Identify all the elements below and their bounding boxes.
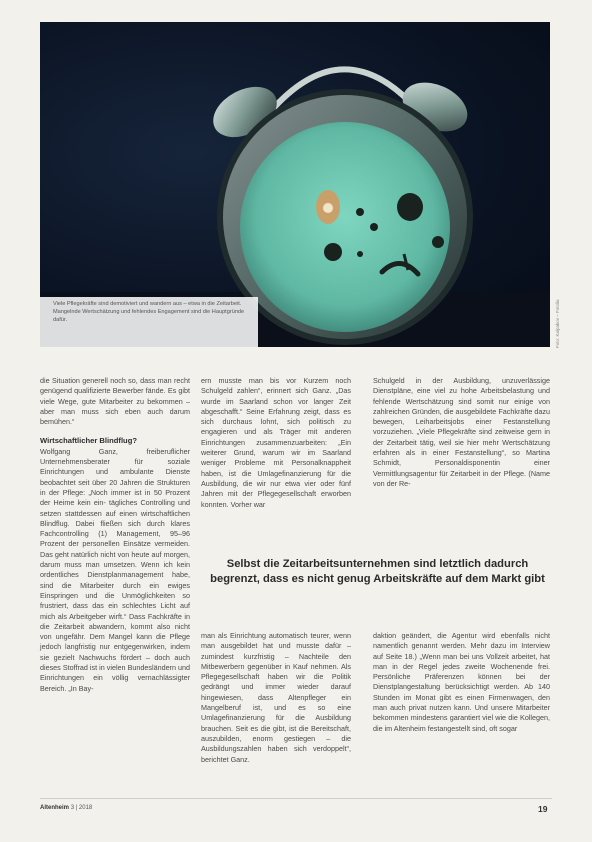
- col2-bottom-paragraph: man als Einrichtung automatisch teurer, wenn man ausgebildet hat und musste dafür – zumindest kurzfristig – Nachteile den Mitbewerbern gegenüber in Kauf nehmen. Als Pflegegesellschaft haben wir die Politik gedrängt und immer wieder darauf hingewiesen, dass Altenpfleger ein Mangelberuf ist, und es so eine Umlagefinanzierung für die Ausbildung brauchen. Seit es die gibt, ist die Bereitschaft, auszubilden, enorm gestiegen – die Ausbildungszahlen haben sich verdoppelt“, berichtet Ganz.: [201, 631, 351, 764]
- column-1: [40, 376, 190, 694]
- footer-divider: [40, 798, 552, 799]
- col1-body-paragraph: Wolfgang Ganz, freiberuflicher Unternehmensberater für soziale Einrichtungen und ambulante Dienste beobachtet seit über 20 Jahren die Strukturen in der Pflege: „Noch immer ist in 50 Prozent der Heime kein ein- tägliches Controlling und setzen stattdessen auf einen wirtschaftlichen Blindflug. Dabei fließen sich durch klares Fachcontrolling (1) Management, 95–96 Prozent der personellen Einsätze vermeiden. Das geht natürlich nicht von heute auf morgen, darum muss man umsetzen. Wenn ich kein ordentliches Dienstplanmanagement habe, sind die Mitarbeiter durch ein ewiges Einspringen und die Unmöglichkeiten so frustriert, dass das ein schlechtes Licht auf mich als Arbeitgeber wirft.“ Dass Fachkräfte in die Zeitarbeit abwandern, kommt also nicht von ungefähr. Dem Mangel kann die Pflege jedoch langfristig nur entgegenwirken, indem sie gezielt Nachwuchs fördert – doch auch dieses Stoffrad ist in vielen Bundesländern und Einrichtungen ein völlig vernachlässigter Bereich. „In Bay-: [40, 446, 190, 693]
- column-2-top: [201, 376, 351, 510]
- column-3-top: [373, 376, 550, 489]
- col3-top-paragraph: Schulgeld in der Ausbildung, unzuverlässige Dienstpläne, eine viel zu hohe Arbeitsbelastung und fehlende Wertschätzung sind somit nur einige von zahlreichen Gründen, die ausgebildete Fachkräfte dazu bewegen, Leiharbeitsjobs einer Festanstellung vorzuziehen. „Viele Pflegekräfte sind zeitweise gern in der Zeitarbeit tätig, weil sie hier mehr Wertschätzung erfahren als in einer Festanstellung“, so Martina Schmidt, Personaldisponentin einer Vermittlungsagentur für Zeitarbeit in der Pflege. (Name von der Re-: [373, 376, 550, 488]
- clock-face: [240, 122, 450, 332]
- column-2-bottom: [201, 631, 351, 765]
- col2-top-paragraph: ern musste man bis vor Kurzem noch Schulgeld zahlen“, erinnert sich Ganz. „Das wurde im Saarland schon vor langer Zeit abgeschafft.“ Seine Erfahrung zeigt, dass es sich durchaus lohnt, sich politisch zu engagieren und als Träger mit anderen Einrichtungen zusammenzuarbeiten: „Ein weiterer Grund, warum wir im Saarland weniger Probleme mit Personalknappheit haben, ist die Umlagefinanzierung für die Ausbildung, die wir nur etwa vier oder fünf Jahren mit der Pflegegesellschaft erworben konnten. Vorher war: [201, 376, 351, 509]
- subheading-wirtschaftlicher-blindflug: Wirtschaftlicher Blindflug?: [40, 436, 137, 446]
- page-number: 19: [538, 804, 548, 814]
- pull-quote: Selbst die Zeitarbeitsunternehmen sind letztlich dadurch begrenzt, dass es nicht genug Arbeitskräfte auf dem Markt gibt: [210, 558, 545, 585]
- photo-caption: Viele Pflegekräfte sind demotiviert und wandern aus – etwa in die Zeitarbeit. Mangelnde Wertschätzung und fehlendes Engagement sind die Hauptgründe dafür.: [40, 297, 258, 347]
- footer-issue: 3 | 2018: [70, 805, 93, 811]
- col3-bottom-paragraph: daktion geändert, die Agentur wird ebenfalls nicht namentlich genannt werden. Mehr dazu im Interview auf Seite 18.) „Wenn man bei uns Vollzeit arbeitet, hat man in der Regel jedes zweite Wochenende frei. Persönliche Präferenzen können bei der Dienstplangestaltung berücksichtigt werden. Ab 140 Stunden im Monat gibt es einen Firmenwagen, den man auch privat nutzen kann. Und unsere Mitarbeiter bekommen mindestens garantiert viel wie die Kollegen, die im Altenheim festangestellt sind, oft sogar: [373, 631, 550, 733]
- photo-credit: Foto: Kalpakov – Fotolia: [555, 299, 560, 348]
- column-3-bottom: [373, 631, 550, 734]
- footer-magazine-name: Altenheim: [40, 805, 70, 811]
- hero-photo-alarm-clock: [40, 22, 550, 347]
- footer-publication: [40, 805, 92, 811]
- clock-right-eye: [397, 193, 423, 221]
- col1-intro-paragraph: die Situation generell noch so, dass man recht genügend qualifizierte Bewerber fände. Es gibt viele Wege, gute Mitarbeiter zu bekommen – aber man muss sich eben auch darum bemühen.“: [40, 376, 190, 427]
